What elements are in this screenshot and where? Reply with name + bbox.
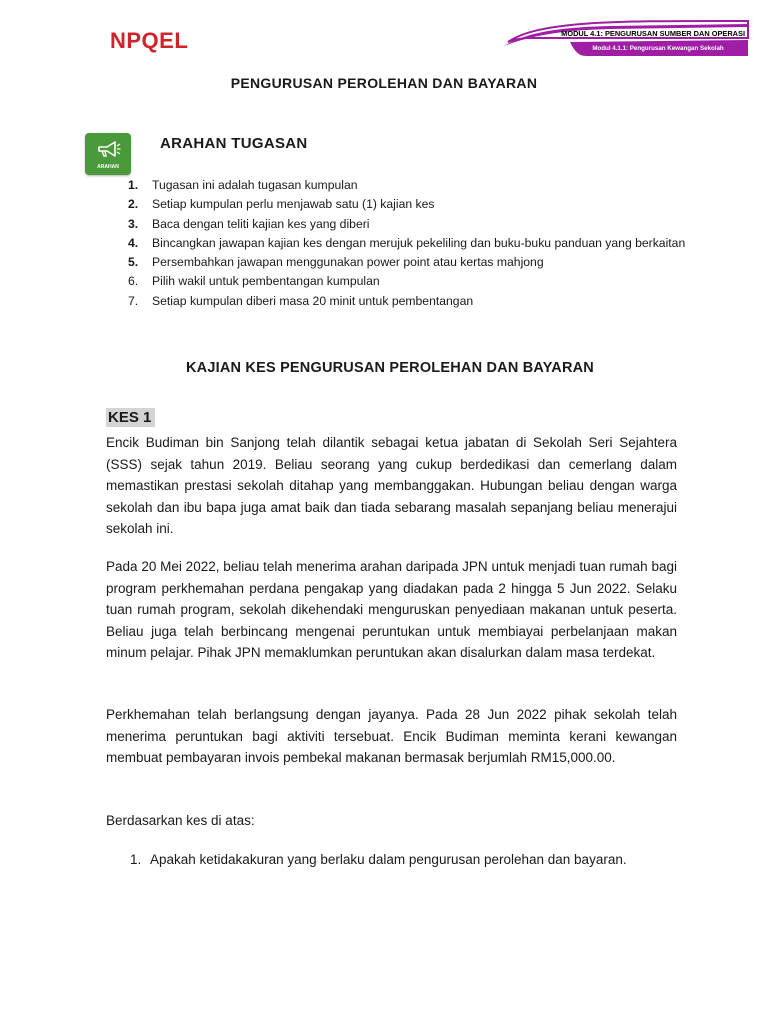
question-list [130,846,677,874]
banner-module-title: MODUL 4.1: PENGURUSAN SUMBER DAN OPERASI [561,29,745,38]
question-text: Apakah ketidakakuran yang berlaku dalam pengurusan perolehan dan bayaran. [150,852,627,867]
instruction-text: Baca dengan teliti kajian kes yang diberi [152,216,370,231]
instruction-list [128,176,688,311]
arahan-badge [85,133,131,175]
instruction-item [128,234,688,253]
banner-swoosh-graphic [500,18,750,60]
instruction-text: Persembahkan jawapan menggunakan power point atau kertas mahjong [152,255,544,270]
case-label: KES 1 [106,408,155,427]
question-item [130,846,677,874]
npqel-logo: NPQEL [110,28,189,53]
instruction-text: Pilih wakil untuk pembentangan kumpulan [152,274,380,289]
arahan-heading: ARAHAN TUGASAN [160,135,308,152]
instruction-number: 7. [128,293,139,308]
case-prompt: Berdasarkan kes di atas: [106,813,255,828]
instruction-item [128,292,688,311]
instruction-number: 6. [128,274,139,289]
arahan-badge-label: ARAHAN [97,164,119,170]
instruction-text: Setiap kumpulan diberi masa 20 minit untuk pembentangan [152,293,474,308]
instruction-item [128,253,688,272]
banner-submodule-title: Modul 4.1.1: Pengurusan Kewangan Sekolah [592,45,724,52]
instruction-text: Bincangkan jawapan kajian kes dengan merujuk pekeliling dan buku-buku panduan yang berkaitan [152,235,686,250]
page-title: PENGURUSAN PEROLEHAN DAN BAYARAN [230,75,538,91]
instruction-item [128,272,688,291]
module-banner [500,18,750,60]
case-paragraph: Pada 20 Mei 2022, beliau telah menerima arahan daripada JPN untuk menjadi tuan rumah bagi program perkhemahan perdana pengakap yang diadakan pada 2 hingga 5 Jun 2022. Selaku tuan rumah program, sekolah dikehendaki menguruskan penyediaan makanan untuk peserta. Beliau juga telah berbincang mengenai peruntukan untuk membiayai perbelanjaan makan minum pelajar. Pihak JPN memaklumkan peruntukan akan disalurkan dalam masa terdekat. [106,559,677,661]
instruction-item [128,176,688,195]
instruction-item [128,195,688,214]
instruction-number: 1. [128,178,139,192]
case-paragraph: Perkhemahan telah berlangsung dengan jayanya. Pada 28 Jun 2022 pihak sekolah telah menerima peruntukan bagi aktiviti tersebuat. Encik Budiman meminta kerani kewangan membuat pembayaran invois pembekal makanan bermasak berjumlah RM15,000.00. [106,707,677,766]
instruction-number: 2. [128,197,139,212]
instruction-text: Tugasan ini adalah tugasan kumpulan [152,178,358,192]
megaphone-icon [95,139,121,161]
instruction-number: 4. [128,235,139,250]
instruction-text: Setiap kumpulan perlu menjawab satu (1) kajian kes [152,197,435,212]
question-number: 1. [130,852,142,867]
case-paragraph: Encik Budiman bin Sanjong telah dilantik sebagai ketua jabatan di Sekolah Seri Sejahtera (SSS) sejak tahun 2019. Beliau seorang yang cukup berdedikasi dan cemerlang dalam memastikan prestasi sekolah ditahap yang membanggakan. Hubungan beliau dengan warga sekolah dan ibu bapa juga amat baik dan tiada sebarang masalah sepanjang beliau menerajui sekolah ini. [106,435,677,537]
case-study-title: KAJIAN KES PENGURUSAN PEROLEHAN DAN BAYARAN [186,360,594,376]
instruction-number: 5. [128,255,139,270]
instruction-number: 3. [128,216,139,231]
instruction-item [128,215,688,234]
